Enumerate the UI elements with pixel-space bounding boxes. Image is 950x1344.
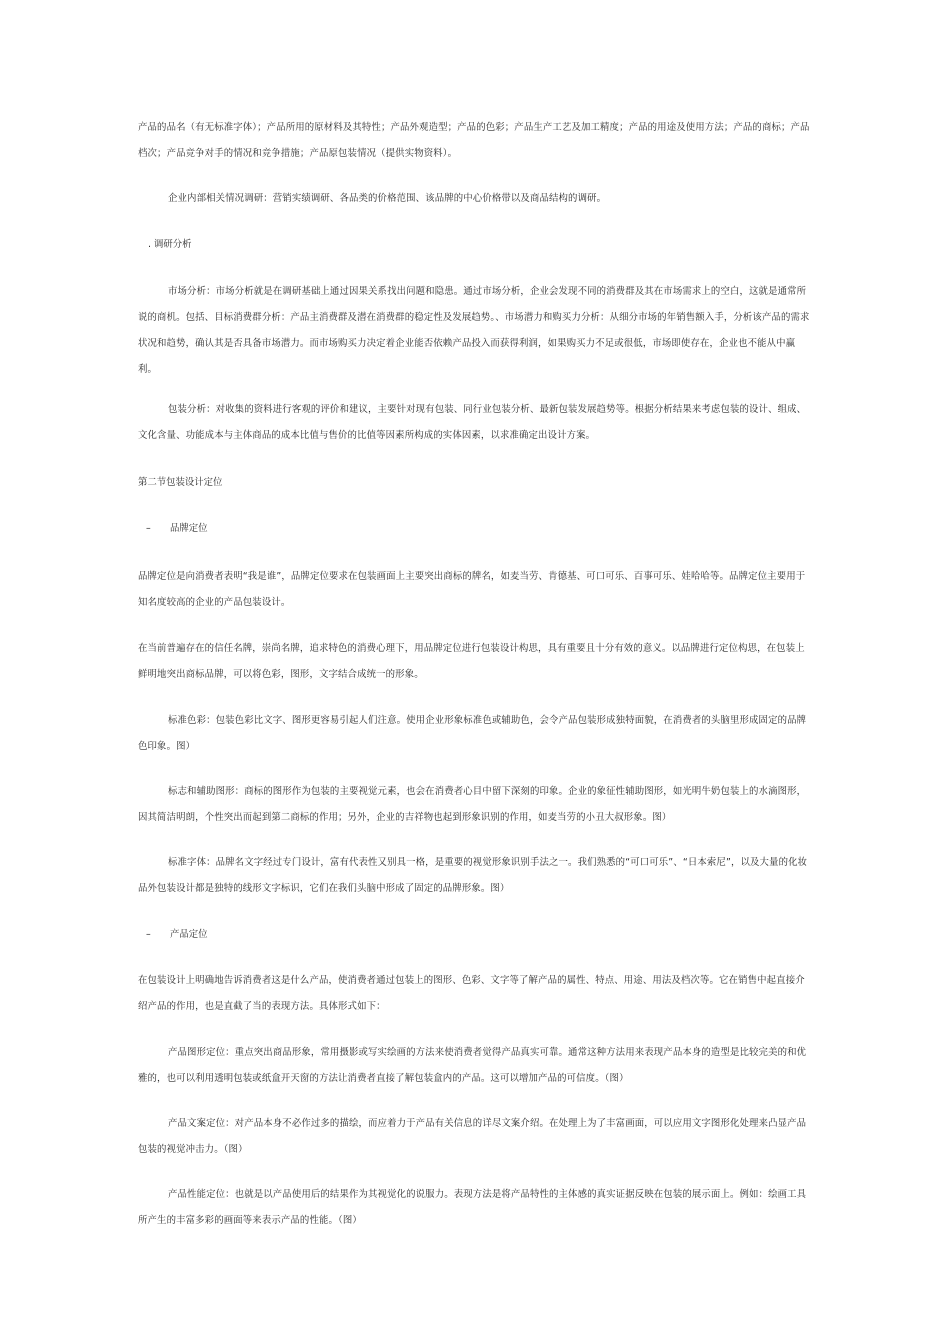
paragraph-product-copy: 产品文案定位：对产品本身不必作过多的描绘，而应着力于产品有关信息的详尽文案介绍。在处理上为了丰富画面，可以应用文字图形化处理来凸显产品包装的视觉冲击力。（图） bbox=[138, 1118, 807, 1155]
heading-research-analysis: . 调研分析 bbox=[148, 239, 192, 250]
paragraph-product-performance: 产品性能定位：也就是以产品使用后的结果作为其视觉化的说服力。表现方法是将产品特性的主体感的真实证据反映在包装的展示面上。例如：绘画工具所产生的丰富多彩的画面等来表示产品的性能。（图） bbox=[138, 1189, 807, 1226]
heading-section-two: 第二节包装设计定位 bbox=[138, 477, 223, 488]
heading-dash: – bbox=[146, 523, 151, 534]
paragraph-internal-research: 企业内部相关情况调研：营销实绩调研、各品类的价格范围、该品牌的中心价格带以及商品结构的调研。 bbox=[168, 193, 607, 204]
paragraph-logo-graphics: 标志和辅助图形：商标的图形作为包装的主要视觉元素，也会在消费者心目中留下深刻的印象。企业的象征性辅助图形，如光明牛奶包装上的水滴图形，因其简洁明朗，个性突出而起到第二商标的作用；另外，企业的吉祥物也起到形象识别的作用，如麦当劳的小丑大叔形象。图） bbox=[138, 786, 807, 823]
heading-brand-positioning bbox=[146, 516, 208, 542]
paragraph-product-image: 产品图形定位：重点突出商品形象，常用摄影或写实绘画的方法来使消费者觉得产品真实可靠。通常这种方法用来表现产品本身的造型是比较完美的和优雅的，也可以利用透明包装或纸盒开天窗的方法让消费者直接了解包装盒内的产品。这可以增加产品的可信度。（图） bbox=[138, 1047, 807, 1084]
paragraph-standard-font: 标准字体：品牌名文字经过专门设计，富有代表性又别具一格，是重要的视觉形象识别手法之一。我们熟悉的“可口可乐”、“日本索尼”，以及大量的化妆品外包装设计都是独特的线形文字标识，它们在我们头脑中形成了固定的品牌形象。图） bbox=[138, 857, 808, 894]
heading-dash: – bbox=[146, 929, 151, 940]
paragraph-packaging-analysis: 包装分析：对收集的资料进行客观的评价和建议，主要针对现有包装、同行业包装分析、最新包装发展趋势等。根据分析结果来考虑包装的设计、组成、文化含量、功能成本与主体商品的成本比值与售价的比值等因素所构成的实体因素，以求准确定出设计方案。 bbox=[138, 404, 807, 441]
paragraph-market-analysis: 市场分析：市场分析就是在调研基础上通过因果关系找出问题和隐患。通过市场分析，企业会发现不同的消费群及其在市场需求上的空白，这就是通常所说的商机。包括、目标消费群分析：产品主消费群及潜在消费群的稳定性及发展趋势。、市场潜力和购买力分析：从细分市场的年销售额入手，分析该产品的需求状况和趋势，确认其是否具备市场潜力。而市场购买力决定着企业能否依赖产品投入而获得利润，如果购买力不足或很低，市场即使存在，企业也不能从中赢利。 bbox=[138, 286, 810, 375]
paragraph-product-definition: 在包装设计上明确地告诉消费者这是什么产品，使消费者通过包装上的图形、色彩、文字等了解产品的属性、特点、用途、用法及档次等。它在销售中起直接介绍产品的作用，也是直截了当的表现方法。具体形式如下： bbox=[138, 975, 805, 1012]
paragraph-brand-trust: 在当前普遍存在的信任名牌，崇尚名牌，追求特色的消费心理下，用品牌定位进行包装设计构思，具有重要且十分有效的意义。以品牌进行定位构思，在包装上鲜明地突出商标品牌，可以将色彩，图形，文字结合成统一的形象。 bbox=[138, 643, 805, 680]
heading-product-positioning bbox=[146, 922, 208, 948]
paragraph-brand-definition: 品牌定位是向消费者表明“我是谁”，品牌定位要求在包装画面上主要突出商标的牌名，如麦当劳、肯德基、可口可乐、百事可乐、娃哈哈等。品牌定位主要用于知名度较高的企业的产品包装设计。 bbox=[138, 571, 806, 608]
paragraph-standard-color: 标准色彩：包装色彩比文字、图形更容易引起人们注意。使用企业形象标准色或辅助色，会令产品包装形成独特面貌，在消费者的头脑里形成固定的品牌色印象。图） bbox=[138, 715, 807, 752]
heading-product-label: 产品定位 bbox=[170, 929, 208, 940]
paragraph-product-info: 产品的品名（有无标准字体）；产品所用的原材料及其特性；产品外观造型；产品的色彩；产品生产工艺及加工精度；产品的用途及使用方法；产品的商标；产品档次；产品竞争对手的情况和竞争措施；产品原包装情况（提供实物资料）。 bbox=[138, 122, 810, 159]
heading-brand-label: 品牌定位 bbox=[170, 523, 208, 534]
